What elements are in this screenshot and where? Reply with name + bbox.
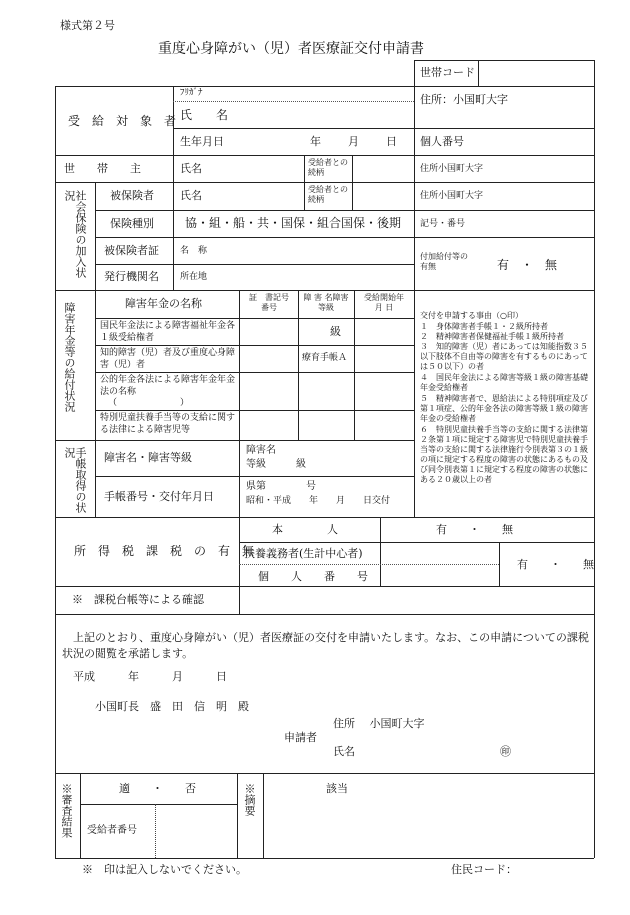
pension-row-1: 国民年金法による障害福祉年金各１級受給権者 xyxy=(100,321,236,343)
householder-relation-label: 受給者との続柄 xyxy=(308,158,348,178)
insured-relation-label: 受給者との続柄 xyxy=(308,185,348,205)
handbook-section-label: 手帳取得の状況 xyxy=(63,447,87,513)
seal-mark: ㊞ xyxy=(500,745,511,758)
applicant-label: 申請者 xyxy=(284,731,317,744)
tax-section-label: 所 得 税 課 税 の 有 無 xyxy=(74,544,255,558)
review-section-label: ※審査結果 xyxy=(60,783,73,838)
handbook-issue-date: 昭和・平成 年 月 日交付 xyxy=(246,496,391,506)
reason-6: ６ 特別児童扶養手当等の支給に関する法律第２条第１項に規定する障害児で特別児童扶養手当等の支給に関する法律施行令別表第３の１級の項に規定する程度の障害の状態にあるもの及び同令別表第１に規定する程度の障害の状態にある２０歳以上の者 xyxy=(420,425,588,484)
card-name-label: 名 称 xyxy=(180,246,208,256)
pension-row-3: 公的年金各法による障害年金年金法の名称 xyxy=(100,375,236,397)
applicant-address: 住所 小国町大字 xyxy=(333,717,425,730)
insurance-card-label: 被保険者証 xyxy=(104,244,159,257)
householder-address-label: 住所小国町大字 xyxy=(420,164,484,174)
issuer-label: 発行機関名 xyxy=(104,270,159,283)
reason-5: ５ 精神障害者で、恩給法による特別項症及び第１項症、公的年金各法の障害等級１級の障害年金の受給権者 xyxy=(420,394,588,423)
recipient-address-label: 住所：小国町大字 xyxy=(420,93,508,106)
insurance-section-label: 社会保険の加入状況 xyxy=(63,190,87,278)
householder-section-label: 世 帯 主 xyxy=(64,162,141,175)
symbol-number-label: 記号・番号 xyxy=(420,219,466,229)
householder-name-label: 氏名 xyxy=(180,162,202,175)
disability-grade-header: 障 害 名障害等級 xyxy=(303,293,349,313)
pension-row-2: 知的障害（児）者及び重度心身障害（児）者 xyxy=(100,348,236,370)
furigana-label: ﾌﾘｶﾞﾅ xyxy=(180,88,203,98)
reason-1: １ 身体障害者手帳１・２級所持者 xyxy=(420,322,548,331)
issuer-address-label: 所在地 xyxy=(180,272,208,282)
tax-confirm-label: ※ 課税台帳等による確認 xyxy=(72,593,204,606)
supporter-personal-number-label: 個 人 番 号 xyxy=(258,570,368,583)
recipient-number-label: 受給者番号 xyxy=(87,825,137,836)
insured-address-label: 住所小国町大字 xyxy=(420,191,484,201)
recipient-name-label: 氏 名 xyxy=(180,108,229,122)
extra-benefit-label: 付加給付等の有無 xyxy=(420,252,468,272)
extra-benefit-yes-no: 有 ・ 無 xyxy=(497,258,558,272)
resident-code-label: 住民コード： xyxy=(451,863,517,876)
form-title: 重度心身障がい（児）者医療証交付申請書 xyxy=(158,41,424,57)
reason-2: ２ 精神障害者保健福祉手帳１級所持者 xyxy=(420,332,564,341)
tax-self-yes-no: 有 ・ 無 xyxy=(436,523,513,536)
supporter-yes-no: 有 ・ 無 xyxy=(517,558,594,571)
start-date-header: 受給開始年 月 日 xyxy=(364,293,404,313)
mayor-line: 小国町長 盛 田 信 明 殿 xyxy=(95,700,249,713)
cert-number-header: 証 書記号番号 xyxy=(249,293,289,313)
year-label: 年 xyxy=(310,135,321,148)
review-fit-options: 適 ・ 否 xyxy=(119,782,196,795)
insured-name-label: 氏名 xyxy=(180,189,202,202)
tax-self-label: 本 人 xyxy=(272,523,338,536)
insurance-type-options: 協・組・船・共・国保・組合国保・後期 xyxy=(185,216,402,230)
month-label: 月 xyxy=(348,135,359,148)
handbook-name-grade-label: 障害名・障害等級 xyxy=(104,451,192,464)
date-line: 平成 年 月 日 xyxy=(73,670,227,683)
pension-row-1-grade: 級 xyxy=(330,325,341,338)
insurance-type-label: 保険種別 xyxy=(110,217,154,230)
insured-label: 被保険者 xyxy=(110,189,154,202)
reason-4: ４ 国民年金法による障害等級１級の障害基礎年金受給権者 xyxy=(420,373,588,392)
pension-row-4: 特別児童扶養手当等の支給に関する法律による障害児等 xyxy=(100,413,236,435)
review-memo-label: ※摘要 xyxy=(243,783,256,816)
pension-name-header: 障害年金の名称 xyxy=(125,297,202,310)
handbook-number-date-label: 手帳番号・交付年月日 xyxy=(104,490,214,503)
recipient-section-label: 受 給 対 象 者 xyxy=(68,114,177,128)
form-number: 様式第２号 xyxy=(60,19,115,32)
declaration-text: 上記のとおり、重度心身障がい（児）者医療証の交付を申請いたします。なお、この申請についての課税状況の閲覧を承諾します。 xyxy=(62,631,589,660)
footer-note: ※ 印は記入しないでください。 xyxy=(82,863,247,876)
personal-number-label: 個人番号 xyxy=(420,135,464,148)
pension-section-label: 障害年金等の給付状況 xyxy=(63,302,76,412)
handbook-grade: 等級 級 xyxy=(246,459,306,470)
day-label: 日 xyxy=(386,135,397,148)
reasons-title: 交付を申請する事由（○印） xyxy=(420,311,523,320)
household-code-label: 世帯コード xyxy=(420,66,475,79)
pension-row-2-grade: 療育手帳Ａ xyxy=(302,353,348,363)
pension-row-3-paren: （ ） xyxy=(108,398,190,408)
review-applicable: 該当 xyxy=(326,782,348,795)
applicant-name-label: 氏名 xyxy=(333,745,355,758)
birthdate-label: 生年月日 xyxy=(180,135,224,148)
reason-3: ３ 知的障害（児）者にあっては知能指数３５以下肢体不自由等の障害を有するものにあっては５０以下）の者 xyxy=(420,342,588,371)
handbook-pref-number: 県第 号 xyxy=(246,481,316,492)
handbook-disability-name: 障害名 xyxy=(246,445,276,456)
supporter-label: 扶養義務者(生計中心者) xyxy=(244,547,363,560)
